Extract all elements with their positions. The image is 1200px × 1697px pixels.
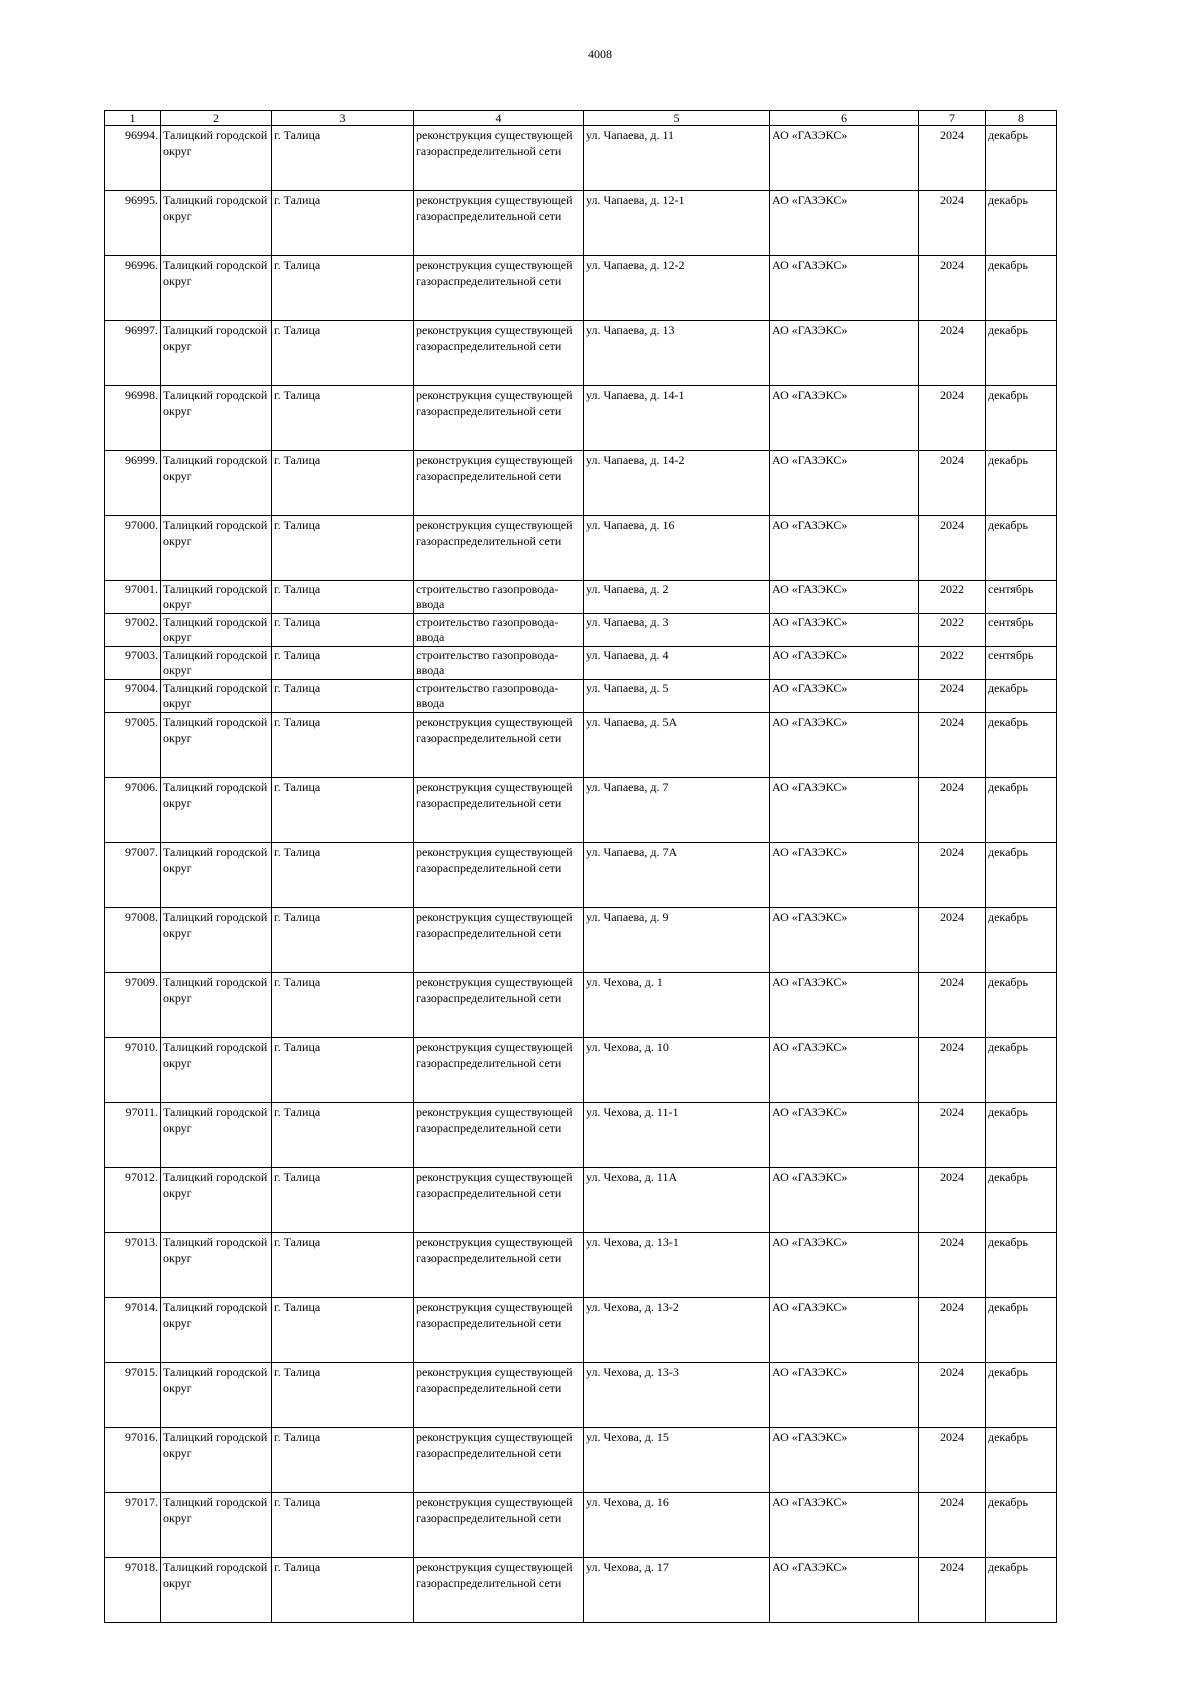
address-cell: ул. Чапаева, д. 13 [584,321,770,386]
column-header: 8 [986,111,1057,126]
organization-cell: АО «ГАЗЭКС» [770,713,919,778]
district-cell: Талицкий городской округ [161,1298,272,1363]
work-type-cell: строительство газопровода-ввода [414,647,584,680]
month-cell: декабрь [986,516,1057,581]
column-header: 5 [584,111,770,126]
year-cell: 2024 [919,1363,986,1428]
row-number-cell: 97012. [105,1168,161,1233]
month-cell: декабрь [986,713,1057,778]
row-number-cell: 97016. [105,1428,161,1493]
work-type-cell: реконструкция существующей газораспределительной сети [414,321,584,386]
organization-cell: АО «ГАЗЭКС» [770,516,919,581]
year-cell: 2024 [919,1428,986,1493]
organization-cell: АО «ГАЗЭКС» [770,581,919,614]
organization-cell: АО «ГАЗЭКС» [770,1298,919,1363]
table-row [105,1038,1057,1103]
month-cell: декабрь [986,680,1057,713]
year-cell: 2024 [919,1038,986,1103]
district-cell: Талицкий городской округ [161,1363,272,1428]
row-number-cell: 96999. [105,451,161,516]
year-cell: 2024 [919,386,986,451]
table-row [105,581,1057,614]
year-cell: 2024 [919,321,986,386]
row-number-cell: 96997. [105,321,161,386]
locality-cell: г. Талица [272,908,414,973]
address-cell: ул. Чехова, д. 13-2 [584,1298,770,1363]
address-cell: ул. Чехова, д. 11-1 [584,1103,770,1168]
locality-cell: г. Талица [272,321,414,386]
month-cell: декабрь [986,191,1057,256]
locality-cell: г. Талица [272,1168,414,1233]
row-number-cell: 97001. [105,581,161,614]
organization-cell: АО «ГАЗЭКС» [770,614,919,647]
organization-cell: АО «ГАЗЭКС» [770,256,919,321]
address-cell: ул. Чехова, д. 13-1 [584,1233,770,1298]
organization-cell: АО «ГАЗЭКС» [770,973,919,1038]
table-row [105,191,1057,256]
work-type-cell: реконструкция существующей газораспределительной сети [414,778,584,843]
address-cell: ул. Чапаева, д. 14-2 [584,451,770,516]
organization-cell: АО «ГАЗЭКС» [770,321,919,386]
row-number-cell: 97008. [105,908,161,973]
district-cell: Талицкий городской округ [161,451,272,516]
table-row [105,386,1057,451]
district-cell: Талицкий городской округ [161,1558,272,1623]
address-cell: ул. Чехова, д. 10 [584,1038,770,1103]
row-number-cell: 97002. [105,614,161,647]
district-cell: Талицкий городской округ [161,973,272,1038]
work-type-cell: реконструкция существующей газораспределительной сети [414,126,584,191]
row-number-cell: 97003. [105,647,161,680]
year-cell: 2024 [919,973,986,1038]
address-cell: ул. Чапаева, д. 2 [584,581,770,614]
address-cell: ул. Чапаева, д. 3 [584,614,770,647]
organization-cell: АО «ГАЗЭКС» [770,1233,919,1298]
address-cell: ул. Чехова, д. 1 [584,973,770,1038]
locality-cell: г. Талица [272,843,414,908]
month-cell: декабрь [986,386,1057,451]
month-cell: сентябрь [986,647,1057,680]
year-cell: 2024 [919,126,986,191]
locality-cell: г. Талица [272,516,414,581]
address-cell: ул. Чехова, д. 15 [584,1428,770,1493]
work-type-cell: реконструкция существующей газораспределительной сети [414,191,584,256]
month-cell: декабрь [986,973,1057,1038]
district-cell: Талицкий городской округ [161,908,272,973]
year-cell: 2024 [919,1233,986,1298]
month-cell: декабрь [986,256,1057,321]
locality-cell: г. Талица [272,1558,414,1623]
locality-cell: г. Талица [272,713,414,778]
table-body [105,126,1057,1623]
month-cell: сентябрь [986,581,1057,614]
district-cell: Талицкий городской округ [161,647,272,680]
table-row [105,680,1057,713]
organization-cell: АО «ГАЗЭКС» [770,843,919,908]
month-cell: декабрь [986,321,1057,386]
work-type-cell: реконструкция существующей газораспределительной сети [414,1168,584,1233]
organization-cell: АО «ГАЗЭКС» [770,1103,919,1168]
table-row [105,516,1057,581]
table-row [105,1428,1057,1493]
row-number-cell: 97010. [105,1038,161,1103]
locality-cell: г. Талица [272,581,414,614]
year-cell: 2022 [919,614,986,647]
address-cell: ул. Чапаева, д. 12-1 [584,191,770,256]
address-cell: ул. Чапаева, д. 14-1 [584,386,770,451]
organization-cell: АО «ГАЗЭКС» [770,126,919,191]
work-type-cell: реконструкция существующей газораспределительной сети [414,1428,584,1493]
organization-cell: АО «ГАЗЭКС» [770,386,919,451]
year-cell: 2024 [919,843,986,908]
locality-cell: г. Талица [272,778,414,843]
year-cell: 2024 [919,713,986,778]
address-cell: ул. Чехова, д. 11А [584,1168,770,1233]
column-header: 6 [770,111,919,126]
organization-cell: АО «ГАЗЭКС» [770,1493,919,1558]
district-cell: Талицкий городской округ [161,321,272,386]
work-type-cell: реконструкция существующей газораспределительной сети [414,843,584,908]
locality-cell: г. Талица [272,1038,414,1103]
row-number-cell: 97005. [105,713,161,778]
address-cell: ул. Чехова, д. 13-3 [584,1363,770,1428]
month-cell: декабрь [986,1103,1057,1168]
work-type-cell: реконструкция существующей газораспределительной сети [414,1298,584,1363]
district-cell: Талицкий городской округ [161,1233,272,1298]
district-cell: Талицкий городской округ [161,843,272,908]
table-row [105,1103,1057,1168]
district-cell: Талицкий городской округ [161,713,272,778]
table-row [105,1558,1057,1623]
address-cell: ул. Чехова, д. 17 [584,1558,770,1623]
month-cell: декабрь [986,1493,1057,1558]
organization-cell: АО «ГАЗЭКС» [770,451,919,516]
row-number-cell: 97014. [105,1298,161,1363]
address-cell: ул. Чапаева, д. 12-2 [584,256,770,321]
row-number-cell: 97007. [105,843,161,908]
work-type-cell: реконструкция существующей газораспределительной сети [414,516,584,581]
month-cell: сентябрь [986,614,1057,647]
month-cell: декабрь [986,1363,1057,1428]
work-type-cell: реконструкция существующей газораспределительной сети [414,1233,584,1298]
row-number-cell: 97006. [105,778,161,843]
year-cell: 2024 [919,516,986,581]
work-type-cell: реконструкция существующей газораспределительной сети [414,256,584,321]
work-type-cell: реконструкция существующей газораспределительной сети [414,1493,584,1558]
year-cell: 2024 [919,680,986,713]
locality-cell: г. Талица [272,1103,414,1168]
work-type-cell: строительство газопровода-ввода [414,614,584,647]
locality-cell: г. Талица [272,614,414,647]
table-row [105,973,1057,1038]
address-cell: ул. Чапаева, д. 9 [584,908,770,973]
locality-cell: г. Талица [272,386,414,451]
organization-cell: АО «ГАЗЭКС» [770,1168,919,1233]
locality-cell: г. Талица [272,1428,414,1493]
district-cell: Талицкий городской округ [161,1428,272,1493]
locality-cell: г. Талица [272,256,414,321]
row-number-cell: 97009. [105,973,161,1038]
work-type-cell: реконструкция существующей газораспределительной сети [414,1363,584,1428]
district-cell: Талицкий городской округ [161,126,272,191]
district-cell: Талицкий городской округ [161,386,272,451]
year-cell: 2024 [919,908,986,973]
table-row [105,647,1057,680]
organization-cell: АО «ГАЗЭКС» [770,1558,919,1623]
table-row [105,451,1057,516]
work-type-cell: реконструкция существующей газораспределительной сети [414,973,584,1038]
locality-cell: г. Талица [272,1298,414,1363]
work-type-cell: строительство газопровода-ввода [414,680,584,713]
row-number-cell: 97017. [105,1493,161,1558]
address-cell: ул. Чапаева, д. 7 [584,778,770,843]
organization-cell: АО «ГАЗЭКС» [770,647,919,680]
table-row [105,1298,1057,1363]
locality-cell: г. Талица [272,1493,414,1558]
gasification-register-table [104,110,1057,1623]
year-cell: 2024 [919,1298,986,1363]
organization-cell: АО «ГАЗЭКС» [770,1363,919,1428]
month-cell: декабрь [986,1298,1057,1363]
table-row [105,713,1057,778]
month-cell: декабрь [986,778,1057,843]
year-cell: 2024 [919,778,986,843]
district-cell: Талицкий городской округ [161,1103,272,1168]
work-type-cell: реконструкция существующей газораспределительной сети [414,386,584,451]
locality-cell: г. Талица [272,973,414,1038]
year-cell: 2024 [919,1168,986,1233]
locality-cell: г. Талица [272,1233,414,1298]
locality-cell: г. Талица [272,451,414,516]
district-cell: Талицкий городской округ [161,1493,272,1558]
year-cell: 2024 [919,1558,986,1623]
locality-cell: г. Талица [272,680,414,713]
table-row [105,614,1057,647]
address-cell: ул. Чапаева, д. 5А [584,713,770,778]
row-number-cell: 97018. [105,1558,161,1623]
month-cell: декабрь [986,843,1057,908]
row-number-cell: 97011. [105,1103,161,1168]
district-cell: Талицкий городской округ [161,1168,272,1233]
district-cell: Талицкий городской округ [161,778,272,843]
district-cell: Талицкий городской округ [161,256,272,321]
table-row [105,1493,1057,1558]
locality-cell: г. Талица [272,647,414,680]
work-type-cell: строительство газопровода-ввода [414,581,584,614]
year-cell: 2022 [919,647,986,680]
work-type-cell: реконструкция существующей газораспределительной сети [414,1558,584,1623]
table-row [105,1168,1057,1233]
year-cell: 2024 [919,256,986,321]
address-cell: ул. Чапаева, д. 4 [584,647,770,680]
row-number-cell: 96996. [105,256,161,321]
year-cell: 2022 [919,581,986,614]
organization-cell: АО «ГАЗЭКС» [770,1428,919,1493]
month-cell: декабрь [986,1558,1057,1623]
table-row [105,908,1057,973]
table-row [105,1233,1057,1298]
month-cell: декабрь [986,1038,1057,1103]
work-type-cell: реконструкция существующей газораспределительной сети [414,908,584,973]
address-cell: ул. Чапаева, д. 11 [584,126,770,191]
work-type-cell: реконструкция существующей газораспределительной сети [414,451,584,516]
row-number-cell: 97015. [105,1363,161,1428]
row-number-cell: 97013. [105,1233,161,1298]
district-cell: Талицкий городской округ [161,1038,272,1103]
row-number-cell: 96994. [105,126,161,191]
month-cell: декабрь [986,908,1057,973]
locality-cell: г. Талица [272,126,414,191]
district-cell: Талицкий городской округ [161,614,272,647]
organization-cell: АО «ГАЗЭКС» [770,908,919,973]
organization-cell: АО «ГАЗЭКС» [770,191,919,256]
organization-cell: АО «ГАЗЭКС» [770,778,919,843]
locality-cell: г. Талица [272,1363,414,1428]
row-number-cell: 97000. [105,516,161,581]
year-cell: 2024 [919,1493,986,1558]
column-header: 7 [919,111,986,126]
month-cell: декабрь [986,126,1057,191]
table-row [105,126,1057,191]
table-row [105,843,1057,908]
address-cell: ул. Чехова, д. 16 [584,1493,770,1558]
address-cell: ул. Чапаева, д. 5 [584,680,770,713]
district-cell: Талицкий городской округ [161,516,272,581]
year-cell: 2024 [919,451,986,516]
district-cell: Талицкий городской округ [161,680,272,713]
district-cell: Талицкий городской округ [161,191,272,256]
table-row [105,1363,1057,1428]
row-number-cell: 96995. [105,191,161,256]
year-cell: 2024 [919,191,986,256]
month-cell: декабрь [986,451,1057,516]
column-header: 4 [414,111,584,126]
address-cell: ул. Чапаева, д. 16 [584,516,770,581]
address-cell: ул. Чапаева, д. 7А [584,843,770,908]
work-type-cell: реконструкция существующей газораспределительной сети [414,1038,584,1103]
work-type-cell: реконструкция существующей газораспределительной сети [414,713,584,778]
locality-cell: г. Талица [272,191,414,256]
column-header: 2 [161,111,272,126]
district-cell: Талицкий городской округ [161,581,272,614]
column-header: 1 [105,111,161,126]
month-cell: декабрь [986,1428,1057,1493]
work-type-cell: реконструкция существующей газораспределительной сети [414,1103,584,1168]
year-cell: 2024 [919,1103,986,1168]
table-row [105,321,1057,386]
column-header: 3 [272,111,414,126]
row-number-cell: 97004. [105,680,161,713]
table-row [105,778,1057,843]
row-number-cell: 96998. [105,386,161,451]
column-number-row [105,111,1057,126]
organization-cell: АО «ГАЗЭКС» [770,680,919,713]
page-number: 4008 [588,47,612,61]
month-cell: декабрь [986,1233,1057,1298]
organization-cell: АО «ГАЗЭКС» [770,1038,919,1103]
table-row [105,256,1057,321]
month-cell: декабрь [986,1168,1057,1233]
